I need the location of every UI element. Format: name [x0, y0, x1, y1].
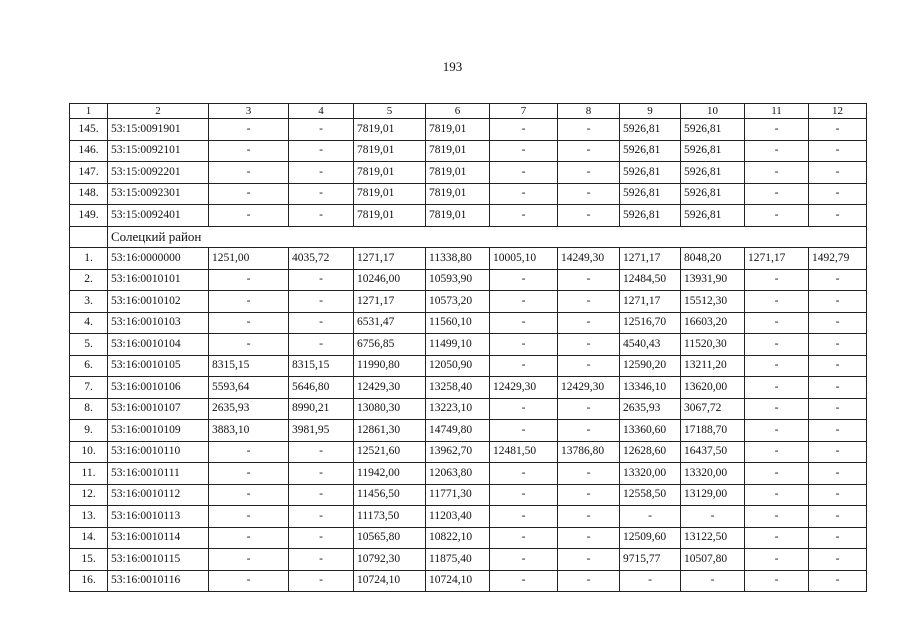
- table-row: [70, 549, 867, 571]
- value-cell: -: [289, 463, 354, 485]
- value-cell: 13931,90: [681, 269, 745, 291]
- value-cell: -: [558, 420, 620, 442]
- value-cell: -: [745, 355, 809, 377]
- value-cell: -: [745, 377, 809, 399]
- cadastral-code-cell: 53:15:0091901: [108, 119, 209, 141]
- value-cell: -: [289, 441, 354, 463]
- cadastral-code-cell: 53:16:0010104: [108, 334, 209, 356]
- cadastral-code-cell: 53:16:0000000: [108, 248, 209, 270]
- value-cell: 3981,95: [289, 420, 354, 442]
- value-cell: -: [558, 334, 620, 356]
- value-cell: 13360,60: [620, 420, 681, 442]
- value-cell: -: [209, 570, 289, 592]
- row-number-cell: 3.: [70, 291, 108, 313]
- cadastral-code-cell: 53:16:0010102: [108, 291, 209, 313]
- value-cell: -: [809, 205, 867, 227]
- value-cell: 5926,81: [681, 119, 745, 141]
- value-cell: 7819,01: [426, 119, 490, 141]
- value-cell: -: [558, 484, 620, 506]
- value-cell: -: [745, 119, 809, 141]
- value-cell: -: [558, 183, 620, 205]
- table-row: [70, 248, 867, 270]
- value-cell: 13962,70: [426, 441, 490, 463]
- value-cell: 6756,85: [354, 334, 426, 356]
- value-cell: 13320,00: [620, 463, 681, 485]
- value-cell: 8315,15: [209, 355, 289, 377]
- value-cell: -: [558, 355, 620, 377]
- value-cell: -: [745, 506, 809, 528]
- value-cell: -: [558, 162, 620, 184]
- value-cell: -: [558, 527, 620, 549]
- value-cell: -: [490, 484, 558, 506]
- value-cell: -: [745, 463, 809, 485]
- row-number-cell: 12.: [70, 484, 108, 506]
- value-cell: 12861,30: [354, 420, 426, 442]
- section-row: [70, 226, 867, 248]
- section-empty-cell: [70, 226, 108, 248]
- value-cell: 12429,30: [354, 377, 426, 399]
- cadastral-code-cell: 53:16:0010105: [108, 355, 209, 377]
- value-cell: -: [490, 570, 558, 592]
- value-cell: -: [209, 312, 289, 334]
- value-cell: -: [681, 506, 745, 528]
- value-cell: -: [745, 549, 809, 571]
- value-cell: 13320,00: [681, 463, 745, 485]
- value-cell: 5926,81: [620, 183, 681, 205]
- value-cell: -: [558, 269, 620, 291]
- table-row: [70, 119, 867, 141]
- value-cell: 13620,00: [681, 377, 745, 399]
- value-cell: 1271,17: [745, 248, 809, 270]
- value-cell: -: [209, 162, 289, 184]
- cadastral-code-cell: 53:15:0092201: [108, 162, 209, 184]
- table-row: [70, 269, 867, 291]
- row-number-cell: 149.: [70, 205, 108, 227]
- value-cell: 10792,30: [354, 549, 426, 571]
- value-cell: 14749,80: [426, 420, 490, 442]
- value-cell: -: [558, 205, 620, 227]
- column-header: 4: [289, 104, 354, 119]
- value-cell: -: [745, 312, 809, 334]
- value-cell: -: [558, 312, 620, 334]
- cadastral-code-cell: 53:15:0092101: [108, 140, 209, 162]
- value-cell: 3883,10: [209, 420, 289, 442]
- value-cell: -: [490, 420, 558, 442]
- value-cell: 1251,00: [209, 248, 289, 270]
- value-cell: 10593,90: [426, 269, 490, 291]
- cadastral-code-cell: 53:16:0010114: [108, 527, 209, 549]
- value-cell: 7819,01: [354, 119, 426, 141]
- value-cell: 8315,15: [289, 355, 354, 377]
- value-cell: -: [558, 463, 620, 485]
- value-cell: 12516,70: [620, 312, 681, 334]
- row-number-cell: 5.: [70, 334, 108, 356]
- value-cell: -: [490, 291, 558, 313]
- value-cell: 7819,01: [354, 162, 426, 184]
- value-cell: 7819,01: [426, 162, 490, 184]
- cadastral-code-cell: 53:16:0010110: [108, 441, 209, 463]
- value-cell: 10724,10: [354, 570, 426, 592]
- value-cell: -: [809, 291, 867, 313]
- value-cell: -: [209, 334, 289, 356]
- value-cell: -: [809, 119, 867, 141]
- column-header: 8: [558, 104, 620, 119]
- table-row: [70, 463, 867, 485]
- value-cell: -: [745, 441, 809, 463]
- value-cell: 10246,00: [354, 269, 426, 291]
- value-cell: -: [620, 570, 681, 592]
- value-cell: 10573,20: [426, 291, 490, 313]
- value-cell: 7819,01: [354, 140, 426, 162]
- column-header: 10: [681, 104, 745, 119]
- value-cell: 10507,80: [681, 549, 745, 571]
- value-cell: -: [809, 549, 867, 571]
- value-cell: -: [809, 570, 867, 592]
- value-cell: 13223,10: [426, 398, 490, 420]
- value-cell: -: [558, 398, 620, 420]
- value-cell: -: [809, 355, 867, 377]
- value-cell: -: [209, 140, 289, 162]
- value-cell: -: [490, 183, 558, 205]
- value-cell: 13346,10: [620, 377, 681, 399]
- value-cell: -: [289, 205, 354, 227]
- table-row: [70, 398, 867, 420]
- value-cell: 10822,10: [426, 527, 490, 549]
- value-cell: -: [490, 355, 558, 377]
- value-cell: -: [745, 570, 809, 592]
- value-cell: 13786,80: [558, 441, 620, 463]
- value-cell: -: [490, 205, 558, 227]
- value-cell: 11942,00: [354, 463, 426, 485]
- table-row: [70, 570, 867, 592]
- value-cell: -: [289, 312, 354, 334]
- value-cell: -: [809, 506, 867, 528]
- value-cell: -: [289, 570, 354, 592]
- column-header: 2: [108, 104, 209, 119]
- value-cell: 7819,01: [426, 205, 490, 227]
- value-cell: 5926,81: [681, 162, 745, 184]
- row-number-cell: 15.: [70, 549, 108, 571]
- value-cell: 12481,50: [490, 441, 558, 463]
- value-cell: -: [289, 269, 354, 291]
- cadastral-code-cell: 53:16:0010106: [108, 377, 209, 399]
- value-cell: -: [209, 549, 289, 571]
- row-number-cell: 1.: [70, 248, 108, 270]
- value-cell: 1271,17: [620, 248, 681, 270]
- value-cell: -: [209, 269, 289, 291]
- value-cell: 13211,20: [681, 355, 745, 377]
- value-cell: 11173,50: [354, 506, 426, 528]
- value-cell: 11771,30: [426, 484, 490, 506]
- value-cell: -: [745, 291, 809, 313]
- value-cell: 11990,80: [354, 355, 426, 377]
- value-cell: 15512,30: [681, 291, 745, 313]
- value-cell: -: [209, 183, 289, 205]
- value-cell: 13129,00: [681, 484, 745, 506]
- value-cell: 7819,01: [354, 183, 426, 205]
- value-cell: 11875,40: [426, 549, 490, 571]
- column-header: 5: [354, 104, 426, 119]
- value-cell: -: [558, 570, 620, 592]
- value-cell: -: [558, 119, 620, 141]
- value-cell: 11499,10: [426, 334, 490, 356]
- value-cell: -: [745, 183, 809, 205]
- value-cell: -: [289, 140, 354, 162]
- value-cell: -: [209, 119, 289, 141]
- value-cell: -: [558, 549, 620, 571]
- column-header: 11: [745, 104, 809, 119]
- value-cell: -: [209, 484, 289, 506]
- value-cell: -: [745, 334, 809, 356]
- cadastral-code-cell: 53:16:0010101: [108, 269, 209, 291]
- value-cell: 2635,93: [620, 398, 681, 420]
- row-number-cell: 9.: [70, 420, 108, 442]
- value-cell: 13080,30: [354, 398, 426, 420]
- value-cell: 5926,81: [681, 183, 745, 205]
- row-number-cell: 6.: [70, 355, 108, 377]
- value-cell: -: [809, 140, 867, 162]
- row-number-cell: 16.: [70, 570, 108, 592]
- value-cell: 11560,10: [426, 312, 490, 334]
- value-cell: 7819,01: [354, 205, 426, 227]
- cadastral-code-cell: 53:16:0010113: [108, 506, 209, 528]
- data-table: [69, 103, 867, 592]
- cadastral-code-cell: 53:15:0092301: [108, 183, 209, 205]
- value-cell: 8990,21: [289, 398, 354, 420]
- value-cell: -: [209, 291, 289, 313]
- value-cell: 11456,50: [354, 484, 426, 506]
- value-cell: 7819,01: [426, 183, 490, 205]
- cadastral-code-cell: 53:16:0010116: [108, 570, 209, 592]
- value-cell: -: [490, 269, 558, 291]
- cadastral-code-cell: 53:16:0010109: [108, 420, 209, 442]
- value-cell: 1492,79: [809, 248, 867, 270]
- value-cell: -: [209, 441, 289, 463]
- value-cell: 12050,90: [426, 355, 490, 377]
- row-number-cell: 14.: [70, 527, 108, 549]
- table-row: [70, 162, 867, 184]
- value-cell: -: [809, 420, 867, 442]
- value-cell: 14249,30: [558, 248, 620, 270]
- value-cell: -: [809, 162, 867, 184]
- row-number-cell: 147.: [70, 162, 108, 184]
- value-cell: 12484,50: [620, 269, 681, 291]
- value-cell: -: [558, 506, 620, 528]
- value-cell: -: [681, 570, 745, 592]
- value-cell: -: [558, 140, 620, 162]
- table-row: [70, 441, 867, 463]
- value-cell: -: [809, 463, 867, 485]
- value-cell: -: [745, 527, 809, 549]
- row-number-cell: 13.: [70, 506, 108, 528]
- value-cell: 1271,17: [354, 248, 426, 270]
- value-cell: -: [289, 291, 354, 313]
- value-cell: -: [809, 183, 867, 205]
- value-cell: -: [745, 140, 809, 162]
- value-cell: -: [745, 398, 809, 420]
- value-cell: 5926,81: [620, 119, 681, 141]
- value-cell: 7819,01: [426, 140, 490, 162]
- value-cell: 12628,60: [620, 441, 681, 463]
- column-header: 12: [809, 104, 867, 119]
- value-cell: 3067,72: [681, 398, 745, 420]
- value-cell: 5926,81: [620, 205, 681, 227]
- table-row: [70, 291, 867, 313]
- value-cell: 5646,80: [289, 377, 354, 399]
- value-cell: -: [289, 527, 354, 549]
- value-cell: -: [490, 463, 558, 485]
- value-cell: 13122,50: [681, 527, 745, 549]
- table-row: [70, 334, 867, 356]
- table-row: [70, 183, 867, 205]
- value-cell: -: [809, 484, 867, 506]
- value-cell: -: [745, 420, 809, 442]
- table-row: [70, 205, 867, 227]
- value-cell: 12429,30: [490, 377, 558, 399]
- table-row: [70, 420, 867, 442]
- value-cell: -: [490, 398, 558, 420]
- value-cell: -: [209, 205, 289, 227]
- value-cell: -: [209, 463, 289, 485]
- value-cell: -: [745, 162, 809, 184]
- row-number-cell: 8.: [70, 398, 108, 420]
- value-cell: 12429,30: [558, 377, 620, 399]
- cadastral-code-cell: 53:16:0010115: [108, 549, 209, 571]
- value-cell: 11338,80: [426, 248, 490, 270]
- row-number-cell: 148.: [70, 183, 108, 205]
- page-number: 193: [442, 59, 463, 74]
- value-cell: -: [490, 162, 558, 184]
- value-cell: -: [209, 506, 289, 528]
- section-title: Солецкий район: [108, 226, 867, 248]
- value-cell: 12521,60: [354, 441, 426, 463]
- table-row: [70, 506, 867, 528]
- value-cell: 8048,20: [681, 248, 745, 270]
- value-cell: -: [745, 205, 809, 227]
- value-cell: 11520,30: [681, 334, 745, 356]
- column-header: 6: [426, 104, 490, 119]
- column-header: 3: [209, 104, 289, 119]
- value-cell: 17188,70: [681, 420, 745, 442]
- value-cell: 5926,81: [681, 205, 745, 227]
- value-cell: -: [809, 377, 867, 399]
- value-cell: -: [809, 312, 867, 334]
- value-cell: 5593,64: [209, 377, 289, 399]
- value-cell: -: [745, 484, 809, 506]
- value-cell: 4540,43: [620, 334, 681, 356]
- value-cell: -: [620, 506, 681, 528]
- header-row: [70, 104, 867, 119]
- value-cell: -: [490, 119, 558, 141]
- cadastral-code-cell: 53:15:0092401: [108, 205, 209, 227]
- value-cell: 11203,40: [426, 506, 490, 528]
- value-cell: 1271,17: [620, 291, 681, 313]
- row-number-cell: 2.: [70, 269, 108, 291]
- value-cell: 12063,80: [426, 463, 490, 485]
- value-cell: -: [809, 441, 867, 463]
- value-cell: 6531,47: [354, 312, 426, 334]
- column-header: 9: [620, 104, 681, 119]
- value-cell: -: [490, 312, 558, 334]
- value-cell: 16603,20: [681, 312, 745, 334]
- value-cell: 5926,81: [681, 140, 745, 162]
- value-cell: 12590,20: [620, 355, 681, 377]
- cadastral-code-cell: 53:16:0010112: [108, 484, 209, 506]
- value-cell: -: [558, 291, 620, 313]
- row-number-cell: 11.: [70, 463, 108, 485]
- value-cell: -: [809, 398, 867, 420]
- value-cell: 16437,50: [681, 441, 745, 463]
- row-number-cell: 146.: [70, 140, 108, 162]
- cadastral-code-cell: 53:16:0010107: [108, 398, 209, 420]
- value-cell: 12509,60: [620, 527, 681, 549]
- column-header: 7: [490, 104, 558, 119]
- value-cell: -: [289, 183, 354, 205]
- value-cell: 13258,40: [426, 377, 490, 399]
- value-cell: 10724,10: [426, 570, 490, 592]
- value-cell: -: [490, 527, 558, 549]
- value-cell: 9715,77: [620, 549, 681, 571]
- value-cell: 5926,81: [620, 162, 681, 184]
- value-cell: -: [809, 527, 867, 549]
- value-cell: 2635,93: [209, 398, 289, 420]
- table-row: [70, 312, 867, 334]
- value-cell: -: [809, 269, 867, 291]
- value-cell: -: [289, 549, 354, 571]
- value-cell: -: [289, 334, 354, 356]
- value-cell: -: [289, 484, 354, 506]
- value-cell: 10005,10: [490, 248, 558, 270]
- value-cell: -: [490, 334, 558, 356]
- value-cell: 5926,81: [620, 140, 681, 162]
- value-cell: 12558,50: [620, 484, 681, 506]
- value-cell: -: [289, 162, 354, 184]
- cadastral-code-cell: 53:16:0010103: [108, 312, 209, 334]
- value-cell: -: [490, 549, 558, 571]
- value-cell: -: [289, 506, 354, 528]
- value-cell: -: [490, 506, 558, 528]
- value-cell: 4035,72: [289, 248, 354, 270]
- cadastral-code-cell: 53:16:0010111: [108, 463, 209, 485]
- value-cell: -: [209, 527, 289, 549]
- table-row: [70, 377, 867, 399]
- value-cell: 10565,80: [354, 527, 426, 549]
- value-cell: -: [490, 140, 558, 162]
- value-cell: -: [745, 269, 809, 291]
- value-cell: -: [289, 119, 354, 141]
- table-row: [70, 140, 867, 162]
- row-number-cell: 7.: [70, 377, 108, 399]
- column-header: 1: [70, 104, 108, 119]
- row-number-cell: 10.: [70, 441, 108, 463]
- value-cell: 1271,17: [354, 291, 426, 313]
- row-number-cell: 145.: [70, 119, 108, 141]
- table-row: [70, 355, 867, 377]
- table-row: [70, 527, 867, 549]
- value-cell: -: [809, 334, 867, 356]
- row-number-cell: 4.: [70, 312, 108, 334]
- table-row: [70, 484, 867, 506]
